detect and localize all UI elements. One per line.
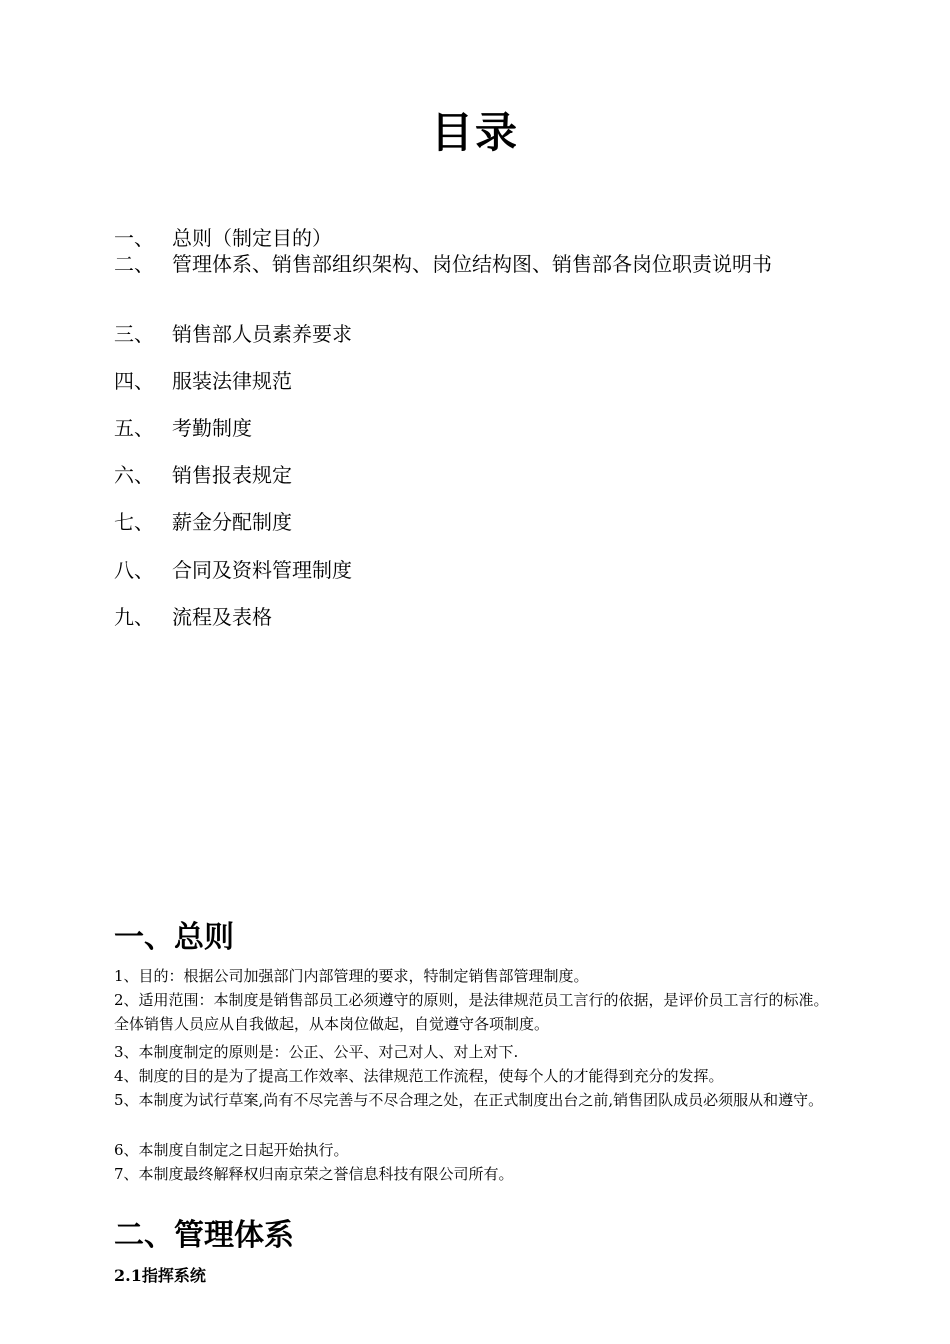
toc-item-number: 四、: [114, 369, 154, 393]
toc-item-text: 流程及表格: [172, 605, 272, 629]
toc-item-number: 六、: [114, 463, 154, 487]
toc-item-text: 销售报表规定: [172, 463, 292, 487]
paragraph: 5、本制度为试行草案,尚有不尽完善与不尽合理之处，在正式制度出台之前,销售团队成员必须服从和遵守。: [114, 1091, 824, 1109]
toc-item-text: 考勤制度: [172, 416, 252, 440]
toc-item-number: 三、: [114, 322, 154, 346]
paragraph: 7、本制度最终解释权归南京荣之誉信息科技有限公司所有。: [114, 1165, 514, 1183]
paragraph: 1、目的：根据公司加强部门内部管理的要求，特制定销售部管理制度。: [114, 967, 589, 985]
toc-item-number: 二、: [114, 252, 154, 276]
toc-item-text: 销售部人员素养要求: [172, 322, 352, 346]
toc-item-text: 薪金分配制度: [172, 510, 292, 534]
paragraph: 4、制度的目的是为了提高工作效率、法律规范工作流程，使每个人的才能得到充分的发挥。: [114, 1067, 724, 1085]
section-heading: 二、管理体系: [114, 1218, 294, 1253]
toc-item-number: 八、: [114, 558, 154, 582]
toc-item-number: 七、: [114, 510, 154, 534]
toc-item-text: 总则（制定目的）: [172, 226, 332, 250]
toc-item-number: 九、: [114, 605, 154, 629]
toc-item-text: 合同及资料管理制度: [172, 558, 352, 582]
subsection-heading: 2.1指挥系统: [114, 1266, 206, 1285]
section-heading: 一、总则: [114, 920, 234, 955]
toc-item-number: 一、: [114, 226, 154, 250]
paragraph: 6、本制度自制定之日起开始执行。: [114, 1141, 349, 1159]
toc-item-text: 服装法律规范: [172, 369, 292, 393]
paragraph: 3、本制度制定的原则是：公正、公平、对己对人、对上对下.: [114, 1043, 519, 1061]
toc-title: 目录: [430, 108, 519, 157]
toc-item-text: 管理体系、销售部组织架构、岗位结构图、销售部各岗位职责说明书: [172, 252, 772, 276]
paragraph: 2、适用范围：本制度是销售部员工必须遵守的原则，是法律规范员工言行的依据，是评价员工言行的标准。全体销售人员应从自我做起，从本岗位做起，自觉遵守各项制度。: [114, 991, 829, 1033]
toc-item-number: 五、: [114, 416, 154, 440]
